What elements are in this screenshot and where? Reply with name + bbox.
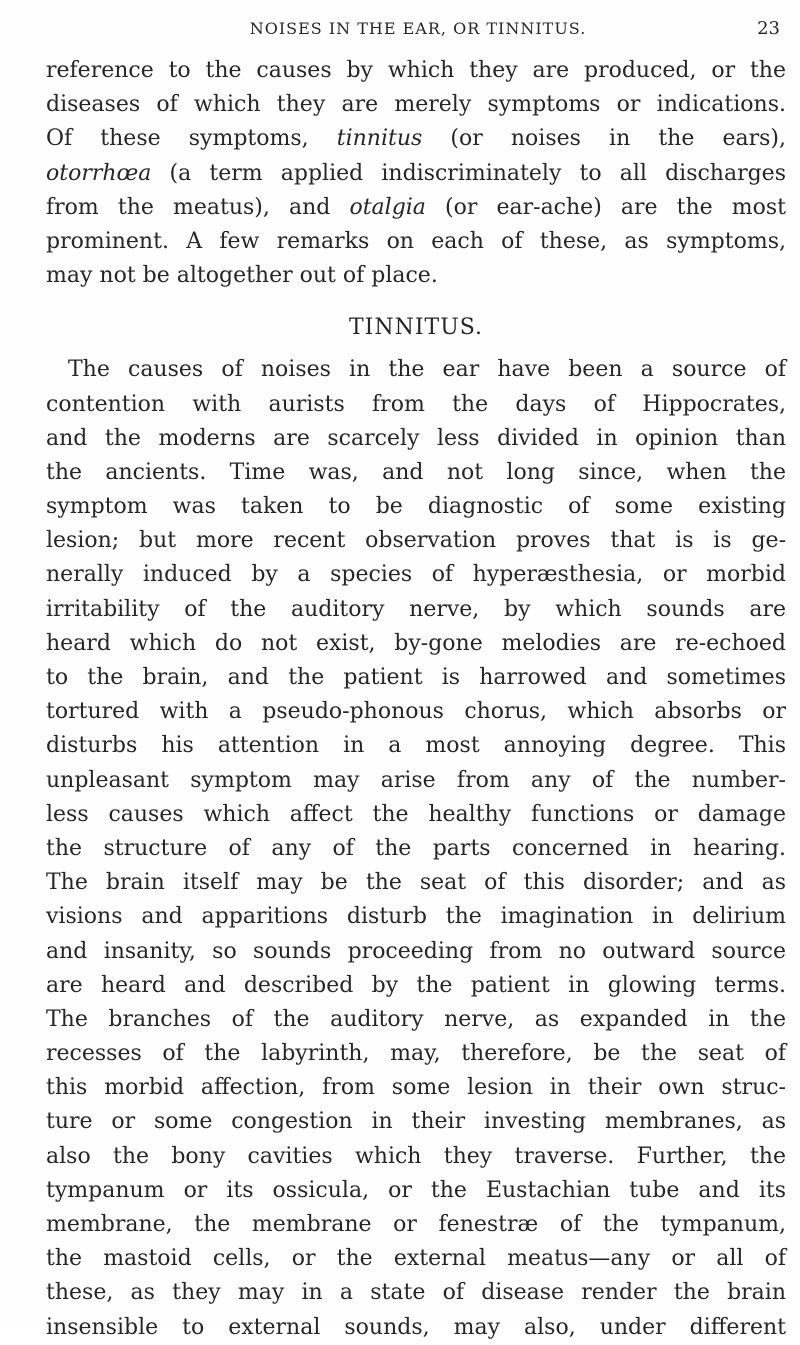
text-line: unpleasant symptom may arise from any of the number- [46,767,786,793]
text-line: lesion; but more recent observation proves that is is ge- [46,528,786,554]
text-line: and insanity, so sounds proceeding from no outward source [46,938,786,964]
text-line: the ancients. Time was, and not long since, when the [46,459,786,485]
text-line: The branches of the auditory nerve, as expanded in the [46,1006,786,1032]
text-line: also the bony cavities which they traverse. Further, the [46,1143,786,1169]
text-line [46,122,786,156]
text-line: the structure of any of the parts concerned in hearing. [46,835,786,861]
text-line: visions and apparitions disturb the imagination in delirium [46,904,786,930]
text-run: Of these symptoms, [46,126,337,152]
text-run: from the meatus), and [46,194,350,220]
text-line: The brain itself may be the seat of this disorder; and as [46,870,786,896]
text-line: may not be altogether out of place. [46,263,438,289]
text-line: diseases of which they are merely symptoms or indications. [46,92,786,118]
text-line: are heard and described by the patient in glowing terms. [46,972,786,998]
text-line: this morbid affection, from some lesion in their own struc- [46,1075,786,1101]
text-line: The causes of noises in the ear have been a source of [68,357,786,383]
text-line: nerally induced by a species of hyperæsthesia, or morbid [46,562,786,588]
text-run: (a term applied indiscriminately to all discharges [151,160,786,186]
section-heading: TINNITUS. [348,315,484,341]
text-line: insensible to external sounds, may also, under different [46,1314,786,1340]
italic-term-tinnitus: tinnitus [336,126,423,152]
text-run: (or ear-ache) are the most [425,194,787,220]
text-line: contention with aurists from the days of Hippocrates, [46,391,786,417]
text-line: membrane, the membrane or fenestræ of the tympanum, [46,1212,786,1237]
text-line: symptom was taken to be diagnostic of some existing [46,494,786,520]
body-text [46,54,786,1345]
text-line: the mastoid cells, or the external meatus—any or all of [46,1246,786,1272]
text-line: ture or some congestion in their investing membranes, as [46,1109,786,1135]
text-line [46,191,786,225]
text-line: and the moderns are scarcely less divided in opinion than [46,425,786,451]
page-number: 23 [757,18,780,39]
text-line: recesses of the labyrinth, may, therefore, be the seat of [46,1041,786,1067]
text-line [46,157,786,191]
text-line: irritability of the auditory nerve, by which sounds are [46,596,786,622]
text-line: prominent. A few remarks on each of these, as symptoms, [46,228,786,254]
running-title: NOISES IN THE EAR, OR TINNITUS. [249,19,587,38]
text-line: to the brain, and the patient is harrowed and sometimes [46,665,786,690]
italic-term-otalgia: otalgia [349,194,426,220]
text-line: reference to the causes by which they are produced, or the [46,58,786,83]
text-line: tympanum or its ossicula, or the Eustachian tube and its [46,1177,786,1203]
text-run: (or noises in the ears), [422,126,787,152]
text-line: less causes which affect the healthy functions or damage [46,801,786,827]
running-head [56,14,780,44]
text-line: disturbs his attention in a most annoying degree. This [46,733,786,759]
text-line: these, as they may in a state of disease render the brain [46,1280,786,1306]
text-line: heard which do not exist, by-gone melodies are re-echoed [46,630,786,656]
italic-term-otorrhoea: otorrhœa [46,160,152,186]
text-line: tortured with a pseudo-phonous chorus, which absorbs or [46,699,786,725]
